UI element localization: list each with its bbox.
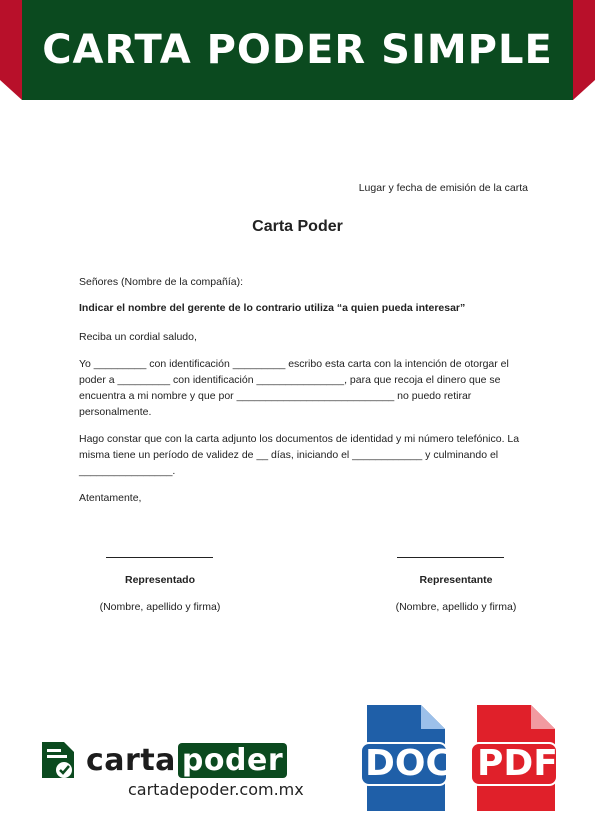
signature-line-representante [397,557,504,558]
signature-role-representado: Representado [124,574,196,586]
signature-line-representado [106,557,213,558]
signature-role-representante: Representante [419,574,493,586]
salutation-recipient: Señores (Nombre de la compañía): [79,276,243,288]
website-url[interactable]: cartadepoder.com.mx [128,780,304,799]
logo-word-prefix: carta [86,742,176,778]
gerente-instruction: Indicar el nombre del gerente de lo contrario utiliza “a quien pueda interesar” [79,302,466,314]
place-date: Lugar y fecha de emisión de la carta [358,182,528,194]
banner-title: CARTA PODER SIMPLE [42,27,553,73]
logo-wordmark [86,743,287,778]
pdf-download-button[interactable] [471,703,557,813]
pdf-badge-label: PDF [477,743,558,784]
ribbon-fold-right [573,0,595,100]
letter-title: Carta Poder [252,218,343,235]
ribbon-fold-left [0,0,22,100]
body-paragraph-1: Yo _________ con identificación _________ escribo esta carta con la intención de otorgar el poder a _________ con identificación _______________, para que recoja el dinero que se encuentra a mi nombre y que por ___________________________ no puedo retirar personalmente. [79,358,509,418]
doc-download-button[interactable] [361,703,452,813]
cartapoder-logo [40,740,287,780]
body-paragraph-2: Hago constar que con la carta adjunto los documentos de identidad y mi número telefónico. La misma tiene un período de validez de __ días, iniciando el ____________ y culminando el ________________. [79,433,520,477]
header-banner [22,0,573,100]
signature-note-representante: (Nombre, apellido y firma) [395,601,517,613]
closing: Atentamente, [79,492,142,504]
greeting: Reciba un cordial saludo, [79,331,197,343]
document-check-icon [40,740,76,780]
signature-note-representado: (Nombre, apellido y firma) [99,601,221,613]
doc-badge-label: DOC [365,743,452,784]
logo-word-accent: poder [178,743,287,778]
